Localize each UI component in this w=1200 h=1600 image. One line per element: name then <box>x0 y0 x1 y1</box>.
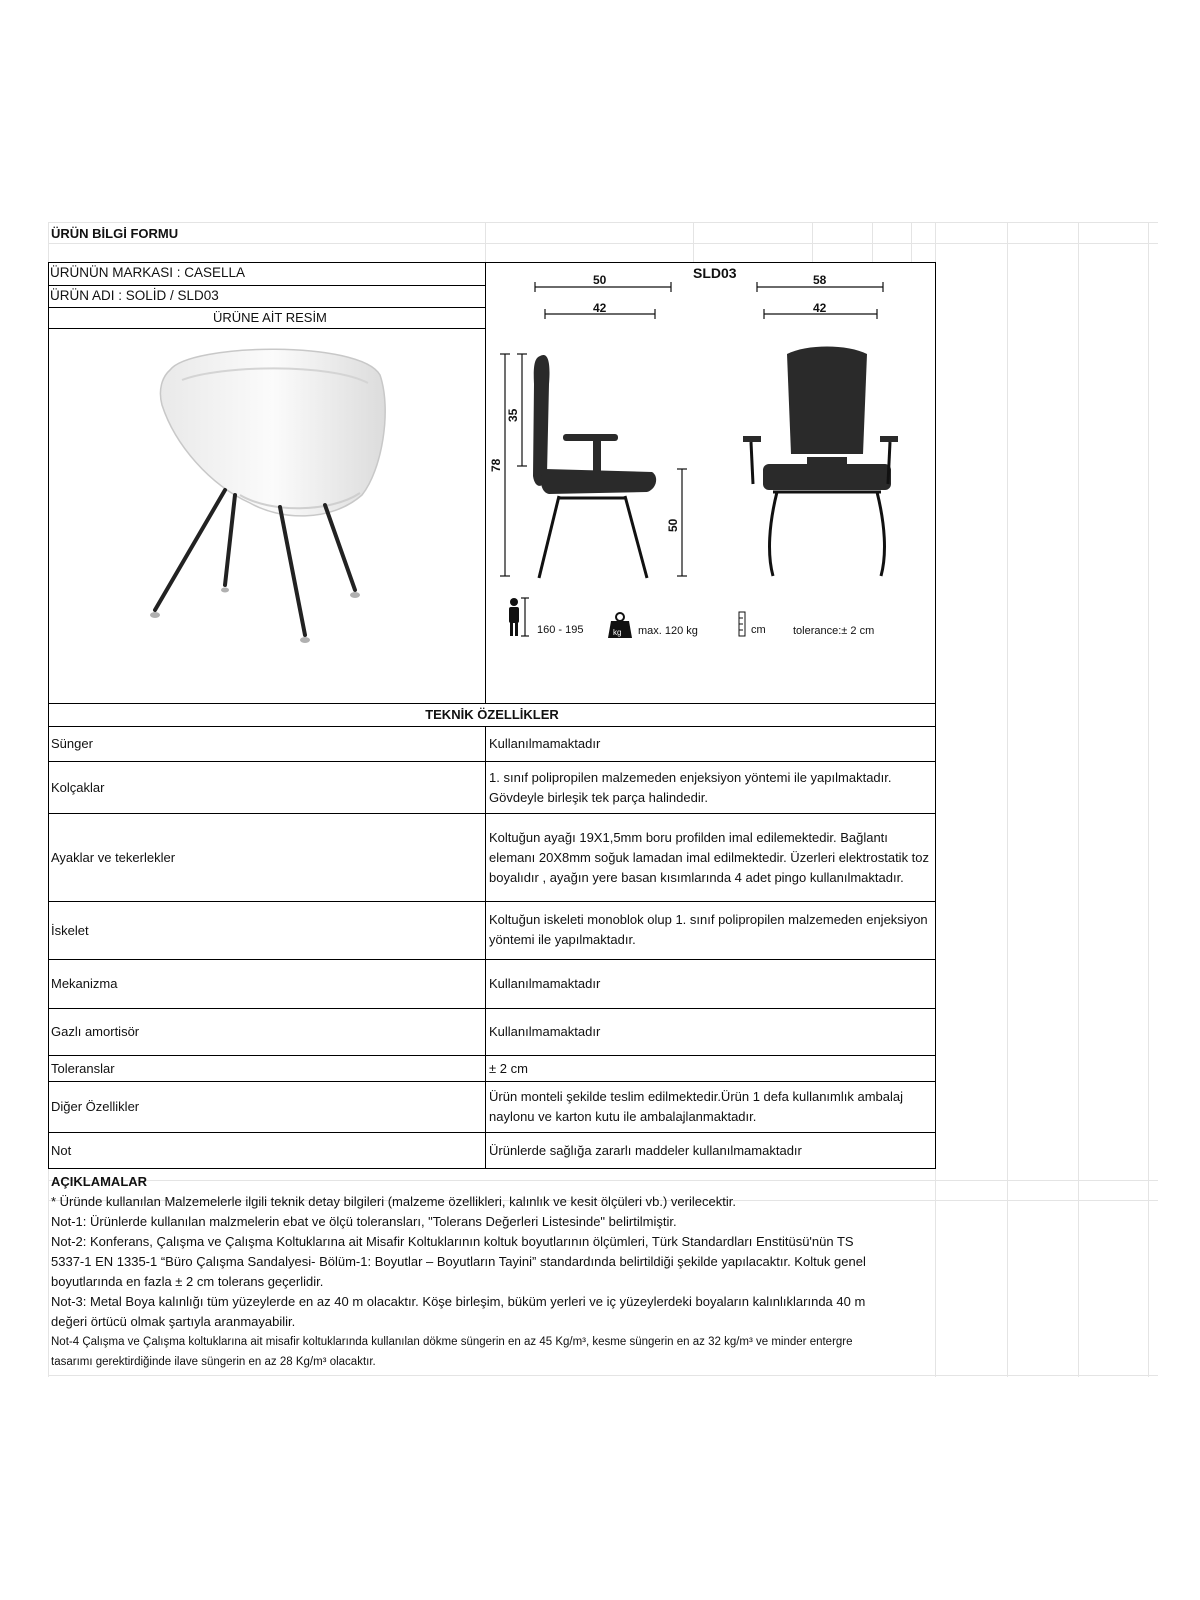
brand-label: ÜRÜNÜN MARKASI : CASELLA <box>50 265 246 280</box>
spec-label: Not <box>51 1143 72 1158</box>
note-4-line-2: tasarımı gerektirdiğinde ilave süngerin en az 28 Kg/m³ olacaktır. <box>51 1356 376 1368</box>
spec-value: Koltuğun iskeleti monoblok olup 1. sınıf polipropilen malzemeden enjeksiyon yöntemi ile yapılmaktadır. <box>489 912 928 947</box>
spec-value: Ürün monteli şekilde teslim edilmektedir.Ürün 1 defa kullanımlık ambalaj naylonu ve karton kutu ile ambalajlanmaktadır. <box>489 1089 904 1124</box>
product-label: ÜRÜN ADI : SOLİD / SLD03 <box>50 288 219 303</box>
spec-value: Koltuğun ayağı 19X1,5mm boru profilden imal edilemektedir. Bağlantı elemanı 20X8mm soğuk lamadan imal edilmektedir. Üzerleri elektrostatik toz boyalıdır , ayağın yere basan kısımlarında 4 adet pingo kullanılmaktadır. <box>489 829 930 885</box>
seat-height: 50 <box>666 518 680 532</box>
tolerance-label: tolerance:± 2 cm <box>793 625 875 637</box>
front-width-outer: 58 <box>813 273 827 287</box>
image-label-cell <box>48 307 486 329</box>
spec-value: Kullanılmamaktadır <box>489 1024 601 1039</box>
note-3-line-2: değeri örtücü olmak şartıyla aranmayabilir. <box>51 1314 296 1329</box>
notes-section <box>51 1172 951 1372</box>
brand-cell <box>48 262 486 286</box>
spec-label: Gazlı amortisör <box>51 1024 140 1039</box>
spec-label: Sünger <box>51 735 93 751</box>
spec-label: Kolçaklar <box>51 779 105 795</box>
side-width-outer: 50 <box>593 273 607 287</box>
total-height: 78 <box>489 458 503 472</box>
spec-value: Kullanılmamaktadır <box>489 976 601 991</box>
note-2-line-3: boyutlarında en fazla ± 2 cm tolerans geçerlidir. <box>51 1274 324 1289</box>
spec-label: İskelet <box>51 922 89 938</box>
image-divider <box>485 328 486 704</box>
unit-label: cm <box>751 624 766 636</box>
spec-value: ± 2 cm <box>489 1060 528 1076</box>
spec-label: Diğer Özellikler <box>51 1099 140 1114</box>
note-4-line-1: Not-4 Çalışma ve Çalışma koltuklarına ait misafir koltuklarında kullanılan dökme süngerin en az 45 Kg/m³, kesme süngerin en az 32 kg/m³ ve minder entergre <box>51 1336 853 1348</box>
ruler-icon <box>739 612 745 636</box>
max-weight: max. 120 kg <box>638 625 698 637</box>
spec-value: 1. sınıf polipropilen malzemeden enjeksiyon yöntemi ile yapılmaktadır. Gövdeyle birleşik tek parça halindedir. <box>489 769 892 805</box>
note-2-line-1: Not-2: Konferans, Çalışma ve Çalışma Koltuklarına ait Misafir Koltuklarının koltuk boyutlarının ölçümleri, Türk Standardları Enstitüsü'nün TS <box>51 1234 854 1249</box>
front-width-inner: 42 <box>813 301 827 315</box>
note-3-line-1: Not-3: Metal Boya kalınlığı tüm yüzeylerde en az 40 m olacaktır. Köşe birleşim, büküm yerleri ve iç yüzeylerdeki boyaların kalınlıklarında 40 m <box>51 1294 866 1309</box>
note-general: * Üründe kullanılan Malzemelerle ilgili teknik detay bilgileri (malzeme özellikleri, kalınlık ve kesit ölçüleri vb.) verilecektir. <box>51 1194 736 1209</box>
spec-value: Kullanılmamaktadır <box>489 735 601 751</box>
spec-label: Toleranslar <box>51 1060 115 1076</box>
drawing-code: SLD03 <box>693 265 737 281</box>
user-height-range: 160 - 195 <box>537 624 584 636</box>
notes-header: AÇIKLAMALAR <box>51 1174 148 1189</box>
product-cell <box>48 285 486 308</box>
form-title: ÜRÜN BİLGİ FORMU <box>51 226 179 241</box>
specs-header <box>48 703 936 727</box>
specs-header-text: TEKNİK ÖZELLİKLER <box>425 706 559 722</box>
weight-icon <box>608 613 632 638</box>
product-photo <box>130 345 410 665</box>
spec-label: Ayaklar ve tekerlekler <box>51 849 176 865</box>
side-width-inner: 42 <box>593 301 607 315</box>
back-height: 35 <box>506 408 520 422</box>
spec-value: Ürünlerde sağlığa zararlı maddeler kullanılmamaktadır <box>489 1143 802 1158</box>
spec-label: Mekanizma <box>51 976 118 991</box>
weight-icon-text: kg <box>613 628 622 637</box>
dimension-drawing <box>487 264 934 684</box>
note-1: Not-1: Ürünlerde kullanılan malzmelerin ebat ve ölçü toleransları, "Tolerans Değerleri Listesinde" belirtilmiştir. <box>51 1214 677 1229</box>
image-label: ÜRÜNE AİT RESİM <box>213 310 327 325</box>
note-2-line-2: 5337-1 EN 1335-1 “Büro Çalışma Sandalyesi- Bölüm-1: Boyutlar – Boyutların Tayini” standardında belirtildiği şekilde yapılacaktır. Koltuk genel <box>51 1254 866 1269</box>
